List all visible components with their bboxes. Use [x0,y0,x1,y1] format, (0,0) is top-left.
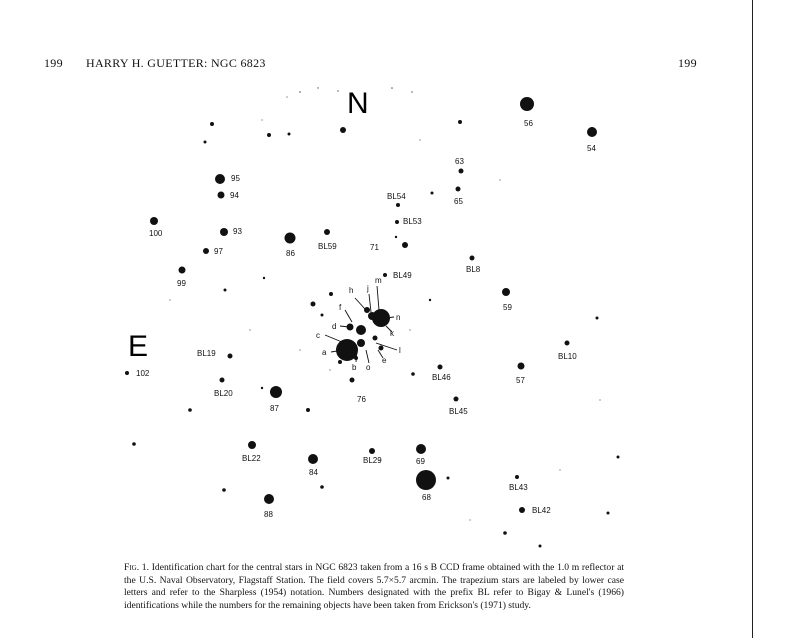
label-94: 94 [230,191,239,200]
label-bl19: BL19 [197,349,216,358]
star-field [0,75,752,557]
label-bl10: BL10 [558,352,577,361]
star-labels [136,119,596,519]
caption-figure-label: Fig. 1. [124,562,150,573]
faint-noise [169,87,600,520]
label-k: k [390,329,394,338]
label-54: 54 [587,144,596,153]
north-label: N [347,87,369,120]
caption-text: Identification chart for the central stars in NGC 6823 taken from a 16 s B CCD frame obtained with the 1.0 m reflector at the U.S. Naval Observatory, Flagstaff Station. The field covers 5.7×5.7 arcmin. The trapezium stars are labeled by lower case letters and refer to the Sharpless (1954) notation. Numbers designated with the prefix BL refer to Bigay & Lunel's (1966) identifications while the numbers for the remaining objects have been taken from Erickson's (1971) study. [124,562,625,611]
label-bl46: BL46 [432,373,451,382]
label-97: 97 [214,247,223,256]
label-bl53: BL53 [403,217,422,226]
identification-chart [0,75,752,562]
label-d: d [332,322,337,331]
page-header [0,56,752,74]
label-102: 102 [136,369,150,378]
label-100: 100 [149,229,163,238]
label-a: a [322,348,327,357]
label-bl45: BL45 [449,407,468,416]
label-69: 69 [416,457,425,466]
label-h: h [349,286,354,295]
east-label: E [128,330,149,363]
label-bl49: BL49 [393,271,412,280]
label-95: 95 [231,174,240,183]
page-number-right: 199 [678,56,697,70]
label-bl43: BL43 [509,483,528,492]
label-84: 84 [309,468,318,477]
label-m: m [375,276,382,285]
stars [125,97,620,548]
label-bl54: BL54 [387,192,406,201]
label-57: 57 [516,376,525,385]
label-bl29: BL29 [363,456,382,465]
label-b: b [352,363,357,372]
label-88: 88 [264,510,273,519]
label-65: 65 [454,197,463,206]
label-71: 71 [370,243,379,252]
label-63: 63 [455,157,464,166]
label-bl42: BL42 [532,506,551,515]
label-68: 68 [422,493,431,502]
figure-caption [124,562,624,612]
label-99: 99 [177,279,186,288]
label-93: 93 [233,227,242,236]
label-o: o [366,363,371,372]
running-head: HARRY H. GUETTER: NGC 6823 [86,56,266,70]
label-l: l [399,346,401,355]
label-76: 76 [357,395,366,404]
label-bl8: BL8 [466,265,481,274]
label-87: 87 [270,404,279,413]
label-86: 86 [286,249,295,258]
label-59: 59 [503,303,512,312]
label-n: n [396,313,401,322]
label-f: f [339,303,342,312]
label-bl59: BL59 [318,242,337,251]
page-edge-rule [752,0,753,638]
label-56: 56 [524,119,533,128]
label-bl20: BL20 [214,389,233,398]
page-number-left: 199 [44,56,63,70]
label-c: c [316,331,320,340]
label-j: j [367,284,369,293]
label-bl22: BL22 [242,454,261,463]
label-e: e [382,356,387,365]
